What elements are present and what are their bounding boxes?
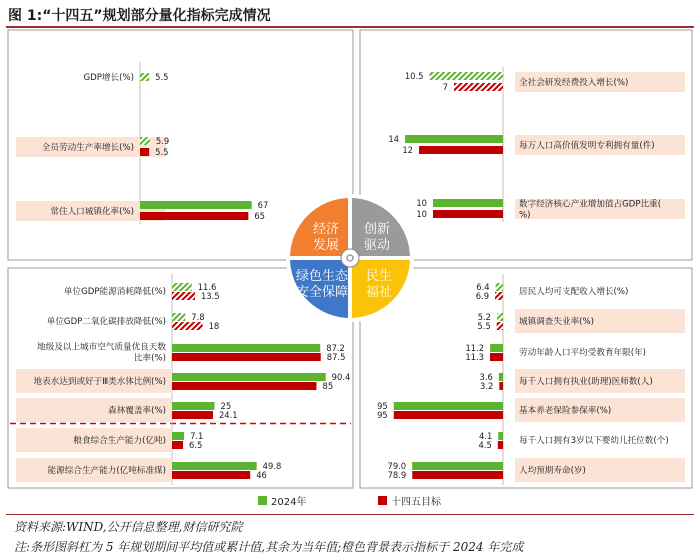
legend-label-target: 十四五目标 (391, 497, 441, 508)
explain-note: 注:条形图斜杠为 5 年规划期间平均值或累计值,其余为当年值;橙色背景表示指标于 2024 年完成 (14, 540, 524, 554)
target-bar (172, 292, 195, 300)
actual-bar (172, 432, 184, 440)
actual-bar (172, 283, 192, 291)
indicator-label: 人均预期寿命(岁) (519, 466, 586, 476)
actual-value-label: 5.2 (477, 312, 492, 322)
actual-value-label: 10.5 (404, 71, 424, 81)
legend-swatch-target (378, 496, 387, 505)
target-bar (140, 148, 149, 156)
target-bar (172, 382, 317, 390)
target-bar (495, 292, 503, 300)
actual-bar (433, 199, 503, 207)
actual-value-label: 67 (257, 200, 269, 210)
target-value-label: 95 (377, 410, 388, 420)
actual-bar (172, 344, 320, 352)
indicator-label: 每千人口拥有3岁以下婴幼儿托位数(个) (519, 436, 669, 446)
target-bar (454, 83, 503, 91)
target-value-label: 10 (416, 209, 427, 219)
actual-value-label: 25 (220, 401, 232, 411)
actual-bar (496, 283, 503, 291)
target-bar (498, 441, 503, 449)
target-value-label: 24.1 (218, 410, 238, 420)
actual-bar (394, 402, 503, 410)
indicator-label: 能源综合生产能力(亿吨标准煤) (47, 466, 166, 476)
actual-value-label: 87.2 (326, 343, 345, 353)
target-bar (394, 411, 503, 419)
actual-value-label: 7.1 (190, 431, 204, 441)
actual-bar (430, 72, 504, 80)
actual-value-label: 11.2 (465, 343, 485, 353)
indicator-label: 全社会研发经费投入增长(%) (519, 78, 629, 88)
actual-bar (172, 402, 215, 410)
actual-bar (140, 201, 252, 209)
actual-value-label: 90.4 (331, 372, 351, 382)
center-hub-inner (347, 255, 353, 261)
actual-bar (140, 137, 150, 145)
indicator-label: 森林覆盖率(%) (108, 406, 166, 416)
quadrant-label-welfare: 民生福祉 (365, 269, 393, 300)
target-value-label: 65 (254, 211, 266, 221)
actual-bar (412, 462, 503, 470)
target-value-label: 7 (442, 82, 448, 92)
target-value-label: 6.9 (475, 291, 490, 301)
indicator-label: 城镇调查失业率(%) (519, 317, 595, 327)
figure-title: 图 1:“十四五”规划部分量化指标完成情况 (8, 8, 271, 24)
legend-swatch-actual (258, 496, 267, 505)
target-bar (172, 411, 213, 419)
actual-value-label: 79.0 (387, 461, 407, 471)
actual-bar (140, 73, 149, 81)
target-value-label: 5.5 (155, 147, 169, 157)
target-bar (419, 146, 503, 154)
indicator-label: 地表水达到或好于Ⅲ类水体比例(%) (33, 377, 166, 387)
target-bar (497, 322, 503, 330)
indicator-label: 全员劳动生产率增长(%) (41, 143, 134, 153)
indicator-label: 每千人口拥有执业(助理)医师数(人) (519, 377, 653, 387)
indicator-label: GDP增长(%) (83, 73, 134, 83)
actual-value-label: 6.4 (476, 282, 490, 292)
target-bar (172, 441, 183, 449)
indicator-label: 数字经济核心产业增加值占GDP比重( %) (519, 199, 662, 221)
target-bar (490, 353, 503, 361)
quadrant-label-economy: 经济发展 (312, 222, 340, 253)
actual-bar (405, 135, 503, 143)
indicator-label: 单位GDP二氧化碳排放降低(%) (46, 317, 166, 327)
indicator-label: 地级及以上城市空气质量优良天数比率(%) (37, 342, 166, 364)
actual-value-label: 7.8 (191, 312, 205, 322)
actual-bar (172, 462, 257, 470)
actual-value-label: 5.5 (155, 72, 169, 82)
actual-bar (497, 313, 503, 321)
actual-value-label: 14 (388, 134, 399, 144)
indicator-label: 每万人口高价值发明专利拥有量(件) (519, 141, 655, 151)
target-value-label: 46 (256, 470, 267, 480)
source-note: 资料来源:WIND,公开信息整理,财信研究院 (14, 520, 243, 534)
target-bar (140, 212, 248, 220)
actual-value-label: 95 (377, 401, 388, 411)
target-bar (172, 322, 203, 330)
actual-bar (498, 432, 503, 440)
target-value-label: 13.5 (200, 291, 220, 301)
actual-value-label: 11.6 (197, 282, 217, 292)
actual-value-label: 3.6 (479, 372, 493, 382)
quadrant-label-green: 绿色生态安全保障 (295, 269, 349, 300)
quadrant-label-innovation: 创新驱动 (363, 222, 391, 253)
target-value-label: 5.5 (477, 321, 491, 331)
target-bar (499, 382, 503, 390)
indicator-label: 基本养老保险参保率(%) (519, 406, 612, 416)
indicator-label: 常住人口城镇化率(%) (50, 207, 134, 217)
target-value-label: 87.5 (326, 352, 346, 362)
target-value-label: 12 (402, 145, 413, 155)
target-bar (433, 210, 503, 218)
target-bar (172, 353, 321, 361)
indicator-label: 单位GDP能源消耗降低(%) (63, 287, 166, 297)
actual-value-label: 10 (416, 198, 427, 208)
target-value-label: 78.9 (387, 470, 407, 480)
actual-bar (499, 373, 503, 381)
actual-value-label: 4.1 (478, 431, 493, 441)
actual-bar (172, 313, 185, 321)
target-bar (412, 471, 503, 479)
target-value-label: 3.2 (479, 381, 494, 391)
actual-value-label: 49.8 (262, 461, 282, 471)
target-value-label: 4.5 (478, 440, 492, 450)
bottom-rule (6, 514, 694, 515)
indicator-label: 居民人均可支配收入增长(%) (519, 287, 629, 297)
actual-bar (490, 344, 503, 352)
actual-value-label: 5.9 (155, 136, 170, 146)
indicator-label: 劳动年龄人口平均受教育年限(年) (519, 348, 647, 358)
indicator-label: 粮食综合生产能力(亿吨) (73, 436, 166, 446)
legend-label-actual: 2024年 (271, 497, 307, 508)
target-value-label: 85 (322, 381, 334, 391)
target-bar (172, 471, 250, 479)
target-value-label: 6.5 (189, 440, 203, 450)
actual-bar (172, 373, 326, 381)
target-value-label: 18 (208, 321, 220, 331)
target-value-label: 11.3 (465, 352, 485, 362)
